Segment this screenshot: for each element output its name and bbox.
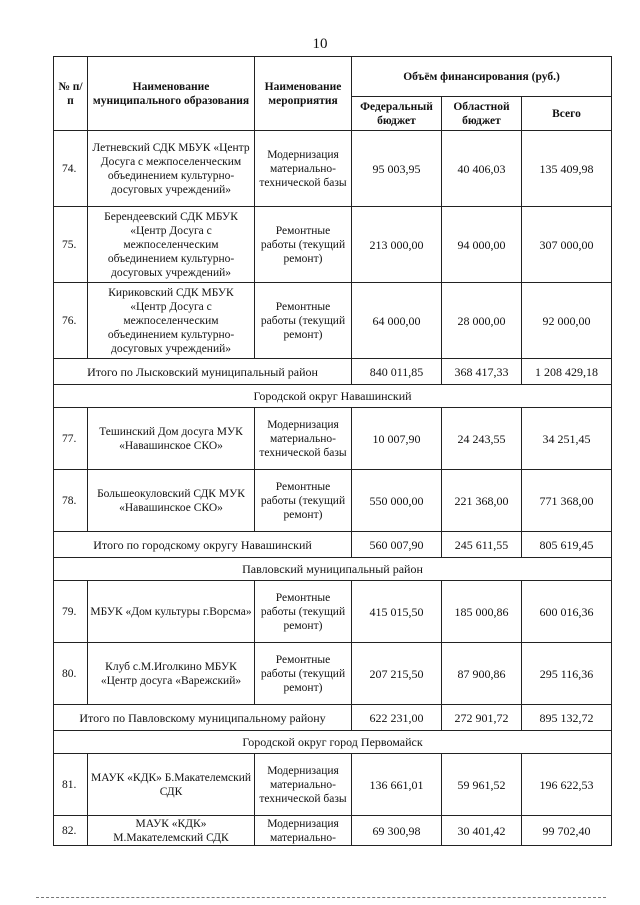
section-title: Городской округ город Первомайск xyxy=(54,731,612,754)
row-regional: 185 000,86 xyxy=(442,581,522,643)
table-row xyxy=(54,754,612,816)
total-row xyxy=(54,359,612,385)
row-regional: 40 406,03 xyxy=(442,131,522,207)
section-row xyxy=(54,731,612,754)
row-num: 81. xyxy=(54,754,88,816)
row-total: 307 000,00 xyxy=(522,207,612,283)
row-federal: 95 003,95 xyxy=(352,131,442,207)
total-label: Итого по Лысковский муниципальный район xyxy=(54,359,352,385)
row-regional: 30 401,42 xyxy=(442,816,522,846)
section-row xyxy=(54,558,612,581)
total-row xyxy=(54,532,612,558)
row-num: 80. xyxy=(54,643,88,705)
funding-table xyxy=(53,56,612,846)
row-org: Кириковский СДК МБУК «Центр Досуга с межпоселенческим объединением культурно-досуговых учреждений» xyxy=(88,283,255,359)
total-total: 805 619,45 xyxy=(522,532,612,558)
total-regional: 245 611,55 xyxy=(442,532,522,558)
row-federal: 415 015,50 xyxy=(352,581,442,643)
table-row xyxy=(54,283,612,359)
row-org: МАУК «КДК» Б.Макателемский СДК xyxy=(88,754,255,816)
total-federal: 622 231,00 xyxy=(352,705,442,731)
section-title: Городской округ Навашинский xyxy=(54,385,612,408)
scan-edge-line xyxy=(36,897,606,898)
page-number: 10 xyxy=(312,36,328,52)
header-regional: Областной бюджет xyxy=(442,97,522,131)
row-event: Ремонтные работы (текущий ремонт) xyxy=(255,283,352,359)
row-total: 92 000,00 xyxy=(522,283,612,359)
total-federal: 840 011,85 xyxy=(352,359,442,385)
total-label: Итого по городскому округу Навашинский xyxy=(54,532,352,558)
row-num: 75. xyxy=(54,207,88,283)
row-org: МБУК «Дом культуры г.Ворсма» xyxy=(88,581,255,643)
row-event: Модернизация материально-технической базы xyxy=(255,131,352,207)
section-row xyxy=(54,385,612,408)
row-event: Модернизация материально- xyxy=(255,816,352,846)
row-org: Большеокуловский СДК МУК «Навашинское СКО» xyxy=(88,470,255,532)
table-row xyxy=(54,131,612,207)
row-num: 82. xyxy=(54,816,88,846)
total-total: 895 132,72 xyxy=(522,705,612,731)
row-regional: 94 000,00 xyxy=(442,207,522,283)
header-funding: Объём финансирования (руб.) xyxy=(352,57,612,97)
header-event: Наименование мероприятия xyxy=(255,57,352,131)
row-total: 771 368,00 xyxy=(522,470,612,532)
total-federal: 560 007,90 xyxy=(352,532,442,558)
total-regional: 272 901,72 xyxy=(442,705,522,731)
header-num: № п/п xyxy=(54,57,88,131)
row-total: 295 116,36 xyxy=(522,643,612,705)
total-regional: 368 417,33 xyxy=(442,359,522,385)
row-event: Ремонтные работы (текущий ремонт) xyxy=(255,207,352,283)
row-org: МАУК «КДК» М.Макателемский СДК xyxy=(88,816,255,846)
row-total: 135 409,98 xyxy=(522,131,612,207)
row-num: 77. xyxy=(54,408,88,470)
header-federal: Федеральный бюджет xyxy=(352,97,442,131)
section-title: Павловский муниципальный район xyxy=(54,558,612,581)
row-federal: 550 000,00 xyxy=(352,470,442,532)
table-row xyxy=(54,408,612,470)
total-total: 1 208 429,18 xyxy=(522,359,612,385)
row-regional: 24 243,55 xyxy=(442,408,522,470)
row-num: 78. xyxy=(54,470,88,532)
table-row xyxy=(54,816,612,846)
table-row xyxy=(54,581,612,643)
row-total: 34 251,45 xyxy=(522,408,612,470)
table-row xyxy=(54,470,612,532)
row-total: 99 702,40 xyxy=(522,816,612,846)
header-municipality: Наименование муниципального образования xyxy=(88,57,255,131)
row-event: Модернизация материально-технической базы xyxy=(255,408,352,470)
row-federal: 207 215,50 xyxy=(352,643,442,705)
total-row xyxy=(54,705,612,731)
row-regional: 87 900,86 xyxy=(442,643,522,705)
row-num: 74. xyxy=(54,131,88,207)
row-federal: 213 000,00 xyxy=(352,207,442,283)
header-total: Всего xyxy=(522,97,612,131)
row-event: Ремонтные работы (текущий ремонт) xyxy=(255,470,352,532)
row-regional: 59 961,52 xyxy=(442,754,522,816)
row-federal: 69 300,98 xyxy=(352,816,442,846)
total-label: Итого по Павловскому муниципальному району xyxy=(54,705,352,731)
row-federal: 64 000,00 xyxy=(352,283,442,359)
row-event: Ремонтные работы (текущий ремонт) xyxy=(255,581,352,643)
row-org: Летневский СДК МБУК «Центр Досуга с межпоселенческим объединением культурно-досуговых учреждений» xyxy=(88,131,255,207)
row-org: Клуб с.М.Иголкино МБУК «Центр досуга «Варежский» xyxy=(88,643,255,705)
row-regional: 28 000,00 xyxy=(442,283,522,359)
row-total: 196 622,53 xyxy=(522,754,612,816)
row-org: Берендеевский СДК МБУК «Центр Досуга с межпоселенческим объединением культурно-досуговых учреждений» xyxy=(88,207,255,283)
row-total: 600 016,36 xyxy=(522,581,612,643)
row-regional: 221 368,00 xyxy=(442,470,522,532)
table-row xyxy=(54,207,612,283)
row-event: Модернизация материально-технической базы xyxy=(255,754,352,816)
row-federal: 10 007,90 xyxy=(352,408,442,470)
table-row xyxy=(54,643,612,705)
row-num: 79. xyxy=(54,581,88,643)
row-org: Тешинский Дом досуга МУК «Навашинское СКО» xyxy=(88,408,255,470)
row-federal: 136 661,01 xyxy=(352,754,442,816)
row-num: 76. xyxy=(54,283,88,359)
row-event: Ремонтные работы (текущий ремонт) xyxy=(255,643,352,705)
